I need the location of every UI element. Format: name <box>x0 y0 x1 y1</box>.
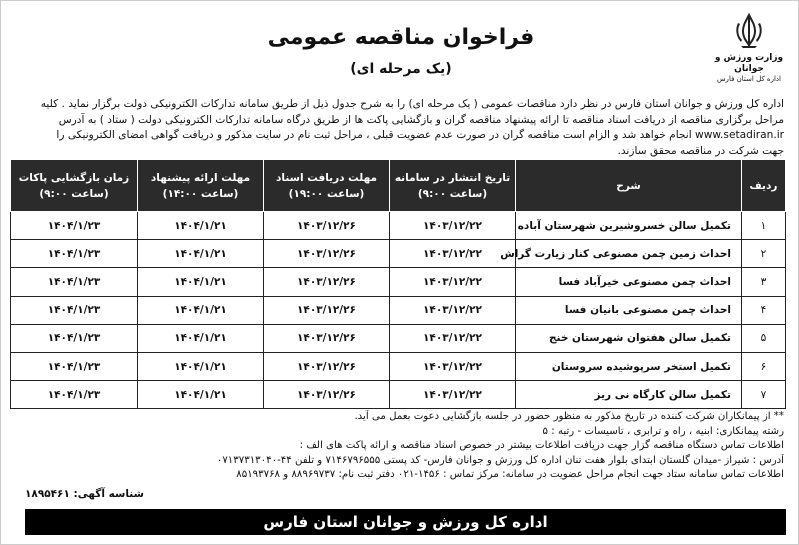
row-number: ۴ <box>742 296 786 324</box>
header-row-number: ردیف <box>742 160 786 212</box>
row-publish-date: ۱۴۰۳/۱۲/۲۲ <box>390 352 516 380</box>
intro-line: www.setadiran.ir انجام خواهد شد و الزام است مناقصه گران در صورت عدم عضویت قبلی ، مراحل ثبت نام در سایت مذکور و دریافت گواهی امضای الکترونیکی را <box>56 129 784 141</box>
ad-code: شناسه آگهی: ۱۸۹۵۴۶۱ <box>25 488 144 500</box>
table-header-row <box>11 160 786 212</box>
header-publish-label: تاریخ انتشار در سامانه <box>394 171 511 184</box>
table-row <box>11 296 786 324</box>
row-opening-date: ۱۴۰۴/۱/۲۳ <box>11 212 138 240</box>
table-row <box>11 212 786 240</box>
row-publish-date: ۱۴۰۳/۱۲/۲۲ <box>390 240 516 268</box>
row-receive-deadline: ۱۴۰۳/۱۲/۲۶ <box>264 212 390 240</box>
row-description: تکمیل سالن کارگاه نی ریز <box>516 381 742 409</box>
row-publish-date: ۱۴۰۳/۱۲/۲۲ <box>390 268 516 296</box>
header-publish-time: (ساعت ۹:۰۰) <box>417 187 488 200</box>
row-opening-date: ۱۴۰۴/۱/۲۳ <box>11 296 138 324</box>
header-description: شرح <box>516 160 742 212</box>
row-description: احداث چمن مصنوعی بانیان فسا <box>516 296 742 324</box>
table-row <box>11 240 786 268</box>
logo-office-name: اداره کل استان فارس <box>717 75 781 83</box>
row-opening-date: ۱۴۰۴/۱/۲۳ <box>11 240 138 268</box>
notes-section <box>15 410 784 483</box>
row-opening-date: ۱۴۰۴/۱/۲۳ <box>11 324 138 352</box>
header-receive-time: (ساعت ۱۹:۰۰) <box>288 187 365 200</box>
header-open-time: (ساعت ۹:۰۰) <box>39 187 109 200</box>
row-number: ۷ <box>742 381 786 409</box>
row-publish-date: ۱۴۰۳/۱۲/۲۲ <box>390 381 516 409</box>
row-offer-deadline: ۱۴۰۴/۱/۲۱ <box>138 268 264 296</box>
note-line: ** از پیمانکاران شرکت کننده در تاریخ مذکور به منظور حضور در جلسه بازگشایی دعوت بعمل می آید. <box>354 411 784 422</box>
row-receive-deadline: ۱۴۰۳/۱۲/۲۶ <box>264 296 390 324</box>
row-opening-date: ۱۴۰۴/۱/۲۳ <box>11 268 138 296</box>
row-number: ۳ <box>742 268 786 296</box>
header-offer-label: مهلت ارائه پیشنهاد <box>150 171 251 184</box>
row-publish-date: ۱۴۰۳/۱۲/۲۲ <box>390 324 516 352</box>
header-opening-time <box>11 160 138 212</box>
header-receive-deadline <box>264 160 390 212</box>
note-line: اطلاعات تماس دستگاه مناقصه گزار جهت دریافت اطلاعات بیشتر در خصوص اسناد مناقصه و ارائه پاکت های الف : <box>299 440 784 452</box>
table-row <box>11 352 786 380</box>
row-number: ۲ <box>742 240 786 268</box>
header-open-label: زمان بازگشایی پاکات <box>18 171 130 184</box>
header-receive-label: مهلت دریافت اسناد <box>276 171 377 184</box>
logo-ministry-name: وزارت ورزش و جوانان <box>714 53 784 74</box>
row-publish-date: ۱۴۰۳/۱۲/۲۲ <box>390 212 516 240</box>
iran-emblem-icon <box>729 11 769 51</box>
row-description: تکمیل استخر سرپوشیده سروستان <box>516 352 742 380</box>
intro-line: جهت شرکت در مناقصه محقق سازند. <box>617 144 784 157</box>
row-publish-date: ۱۴۰۳/۱۲/۲۲ <box>390 296 516 324</box>
row-description: احداث زمین چمن مصنوعی کنار زیارت گراش <box>516 240 742 268</box>
table-row <box>11 268 786 296</box>
row-number: ۶ <box>742 352 786 380</box>
row-description: تکمیل سالن خسروشیرین شهرستان آباده <box>516 212 742 240</box>
row-number: ۱ <box>742 212 786 240</box>
row-description: تکمیل سالن هفتوان شهرستان خنج <box>516 324 742 352</box>
notice-header <box>1 5 799 93</box>
header-offer-time: (ساعت ۱۴:۰۰) <box>162 187 239 200</box>
header-publish-date <box>390 160 516 212</box>
header-offer-deadline <box>138 160 264 212</box>
row-number: ۵ <box>742 324 786 352</box>
note-line: آدرس : شیراز -میدان گلستان ابتدای بلوار هفت تنان اداره کل ورزش و جوانان فارس- کد پستی ۷۱۴۶۷۹۶۵۵۵ و تلفن ۴۴-۰۷۱۳۷۳۱۳۰۴۰ <box>216 454 784 466</box>
row-receive-deadline: ۱۴۰۳/۱۲/۲۶ <box>264 324 390 352</box>
row-offer-deadline: ۱۴۰۴/۱/۲۱ <box>138 352 264 380</box>
row-offer-deadline: ۱۴۰۴/۱/۲۱ <box>138 324 264 352</box>
note-line: رشته پیمانکاری: ابنیه ، راه و ترابری ، تاسیسات - رتبه : ۵ <box>542 425 784 437</box>
row-description: احداث چمن مصنوعی خیرآباد فسا <box>516 268 742 296</box>
row-receive-deadline: ۱۴۰۳/۱۲/۲۶ <box>264 352 390 380</box>
row-receive-deadline: ۱۴۰۳/۱۲/۲۶ <box>264 381 390 409</box>
note-line: اطلاعات تماس سامانه ستاد جهت انجام مراحل عضویت در سامانه: مرکز تماس : ۱۴۵۶-۰۲۱ دفتر ثبت نام: ۸۸۹۶۹۷۳۷ و ۸۵۱۹۳۷۶۸ <box>236 469 784 481</box>
row-offer-deadline: ۱۴۰۴/۱/۲۱ <box>138 240 264 268</box>
row-offer-deadline: ۱۴۰۴/۱/۲۱ <box>138 381 264 409</box>
notice-subtitle: (یک مرحله ای) <box>350 61 452 77</box>
notice-title: فراخوان مناقصه عمومی <box>267 25 535 50</box>
row-receive-deadline: ۱۴۰۳/۱۲/۲۶ <box>264 240 390 268</box>
row-receive-deadline: ۱۴۰۳/۱۲/۲۶ <box>264 268 390 296</box>
tender-table <box>10 159 786 409</box>
table-row <box>11 381 786 409</box>
row-offer-deadline: ۱۴۰۴/۱/۲۱ <box>138 296 264 324</box>
intro-line: مراحل برگزاری مناقصه از دریافت اسناد مناقصه تا ارائه پیشنهاد مناقصه گران و بازگشایی پاکت ها از طریق درگاه سامانه تدارکات الکترونیکی دولت ( ستاد ) به آدرس <box>58 113 784 126</box>
row-offer-deadline: ۱۴۰۴/۱/۲۱ <box>138 212 264 240</box>
footer-banner: اداره کل ورزش و جوانان استان فارس <box>25 509 786 535</box>
intro-line: اداره کل ورزش و جوانان استان فارس در نظر دارد مناقصات عمومی ( یک مرحله ای) را به شرح جدول ذیل از طریق سامانه تدارکات الکترونیکی دولت برگزار نماید . کلیه <box>40 98 784 110</box>
row-opening-date: ۱۴۰۴/۱/۲۳ <box>11 381 138 409</box>
row-opening-date: ۱۴۰۴/۱/۲۳ <box>11 352 138 380</box>
ministry-logo <box>706 11 792 91</box>
table-row <box>11 324 786 352</box>
intro-paragraph <box>15 97 784 159</box>
